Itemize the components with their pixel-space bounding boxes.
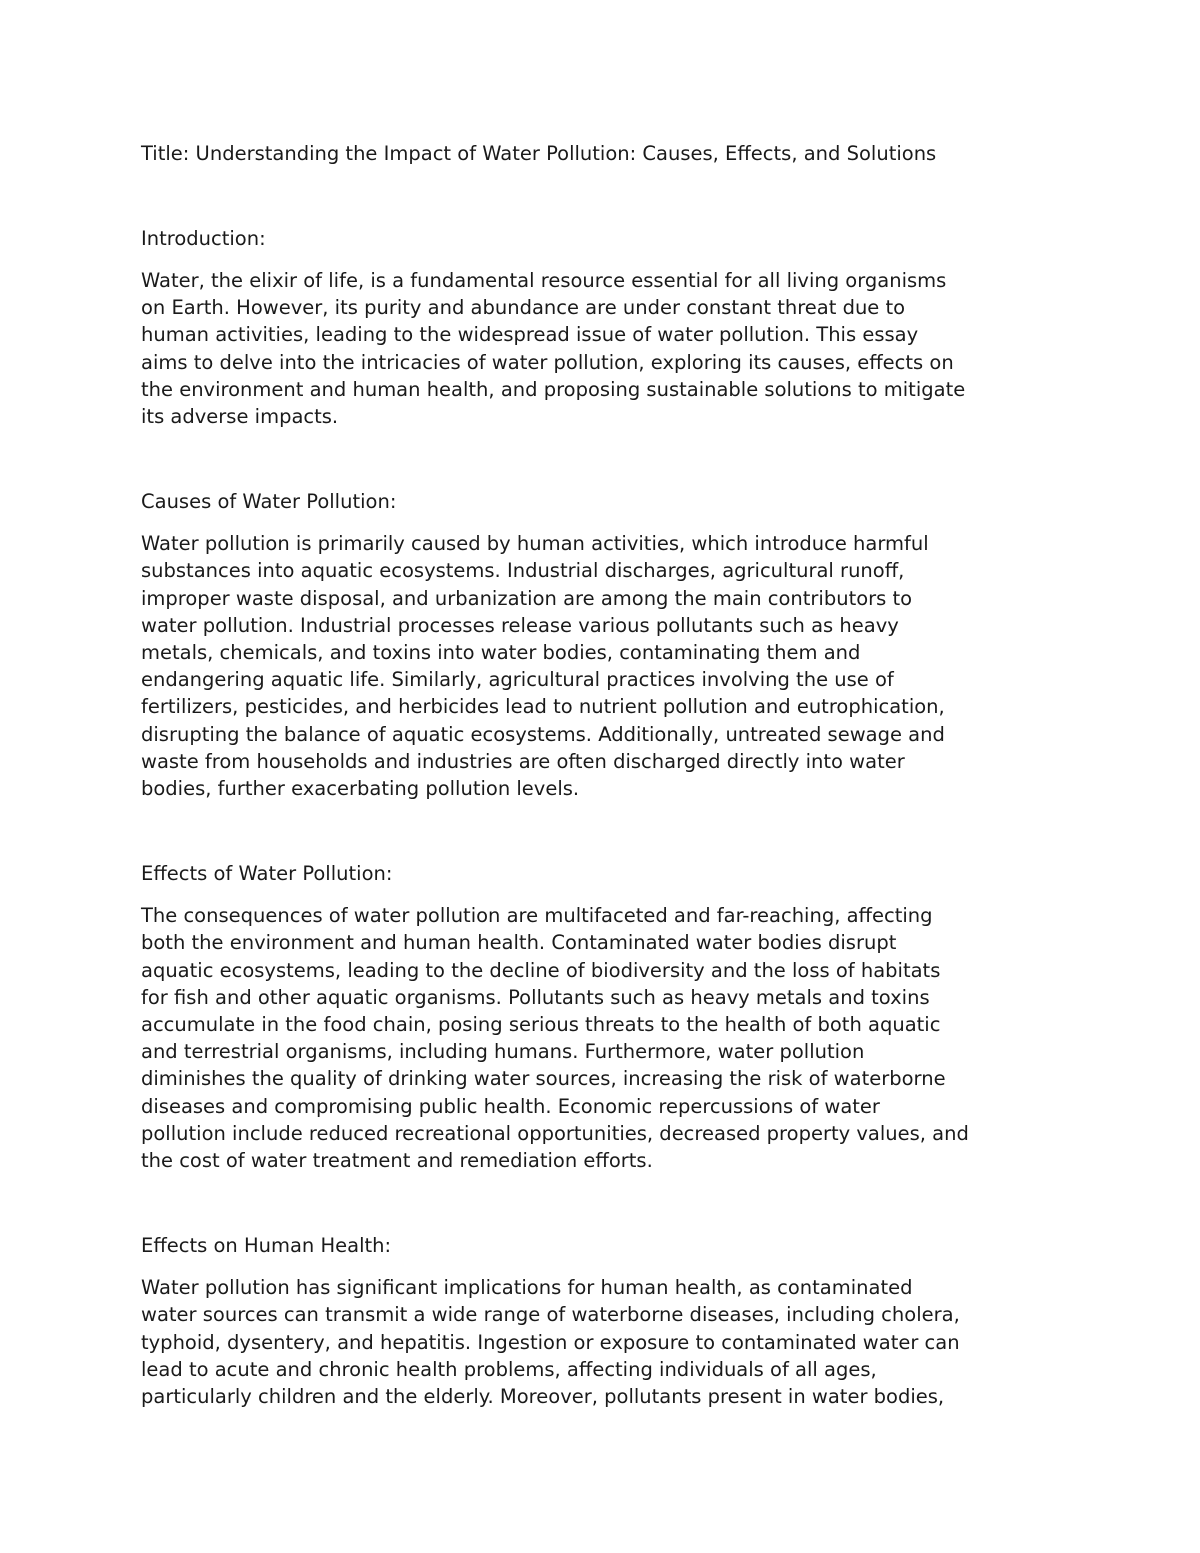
section-body-effects [141,902,1066,1174]
text-line: Water pollution has significant implications for human health, as contaminated [141,1276,913,1300]
text-line: the cost of water treatment and remediation efforts. [141,1149,653,1173]
text-line: metals, chemicals, and toxins into water bodies, contaminating them and [141,641,861,665]
text-line: aims to delve into the intricacies of water pollution, exploring its causes, effects on [141,350,954,374]
document-page [141,140,1066,1410]
text-line: improper waste disposal, and urbanization are among the main contributors to [141,586,913,610]
text-line: on Earth. However, its purity and abundance are under constant threat due to [141,296,906,320]
section-heading-introduction: Introduction: [141,227,266,250]
text-line: endangering aquatic life. Similarly, agricultural practices involving the use of [141,668,894,692]
text-line: Water, the elixir of life, is a fundamental resource essential for all living organisms [141,269,947,292]
text-line: its adverse impacts. [141,405,339,429]
text-line: disrupting the balance of aquatic ecosystems. Additionally, untreated sewage and [141,722,945,746]
text-line: and terrestrial organisms, including humans. Furthermore, water pollution [141,1040,865,1064]
text-line: water pollution. Industrial processes release various pollutants such as heavy [141,613,899,637]
text-line: for fish and other aquatic organisms. Pollutants such as heavy metals and toxins [141,985,930,1009]
text-line: The consequences of water pollution are multifaceted and far-reaching, affecting [141,904,933,928]
text-line: diseases and compromising public health. Economic repercussions of water [141,1094,880,1118]
section-body-causes [141,530,1066,802]
text-line: substances into aquatic ecosystems. Industrial discharges, agricultural runoff, [141,559,905,583]
text-line: bodies, further exacerbating pollution levels. [141,777,580,801]
text-line: diminishes the quality of drinking water sources, increasing the risk of waterborne [141,1067,946,1091]
text-line: water sources can transmit a wide range of waterborne diseases, including cholera, [141,1303,960,1327]
text-line: the environment and human health, and proposing sustainable solutions to mitigate [141,377,966,401]
section-heading-effects: Effects of Water Pollution: [141,862,393,886]
document-title: Title: Understanding the Impact of Water Pollution: Causes, Effects, and Solutions [141,142,937,165]
section-heading-human-health: Effects on Human Health: [141,1234,392,1258]
text-line: typhoid, dysentery, and hepatitis. Ingestion or exposure to contaminated water can [141,1330,960,1354]
text-line: aquatic ecosystems, leading to the decline of biodiversity and the loss of habitats [141,958,941,982]
text-line: particularly children and the elderly. Moreover, pollutants present in water bodies, [141,1385,945,1409]
text-line: both the environment and human health. Contaminated water bodies disrupt [141,931,897,955]
text-line: lead to acute and chronic health problems, affecting individuals of all ages, [141,1357,877,1381]
text-line: fertilizers, pesticides, and herbicides lead to nutrient pollution and eutrophication, [141,695,945,719]
section-body-human-health [141,1274,1066,1410]
text-line: pollution include reduced recreational opportunities, decreased property values, and [141,1121,969,1145]
text-line: waste from households and industries are often discharged directly into water [141,749,905,773]
text-line: human activities, leading to the widespread issue of water pollution. This essay [141,323,919,347]
section-heading-causes: Causes of Water Pollution: [141,490,397,514]
text-line: accumulate in the food chain, posing serious threats to the health of both aquatic [141,1013,941,1037]
section-body-introduction [141,267,1066,430]
text-line: Water pollution is primarily caused by human activities, which introduce harmful [141,532,929,556]
